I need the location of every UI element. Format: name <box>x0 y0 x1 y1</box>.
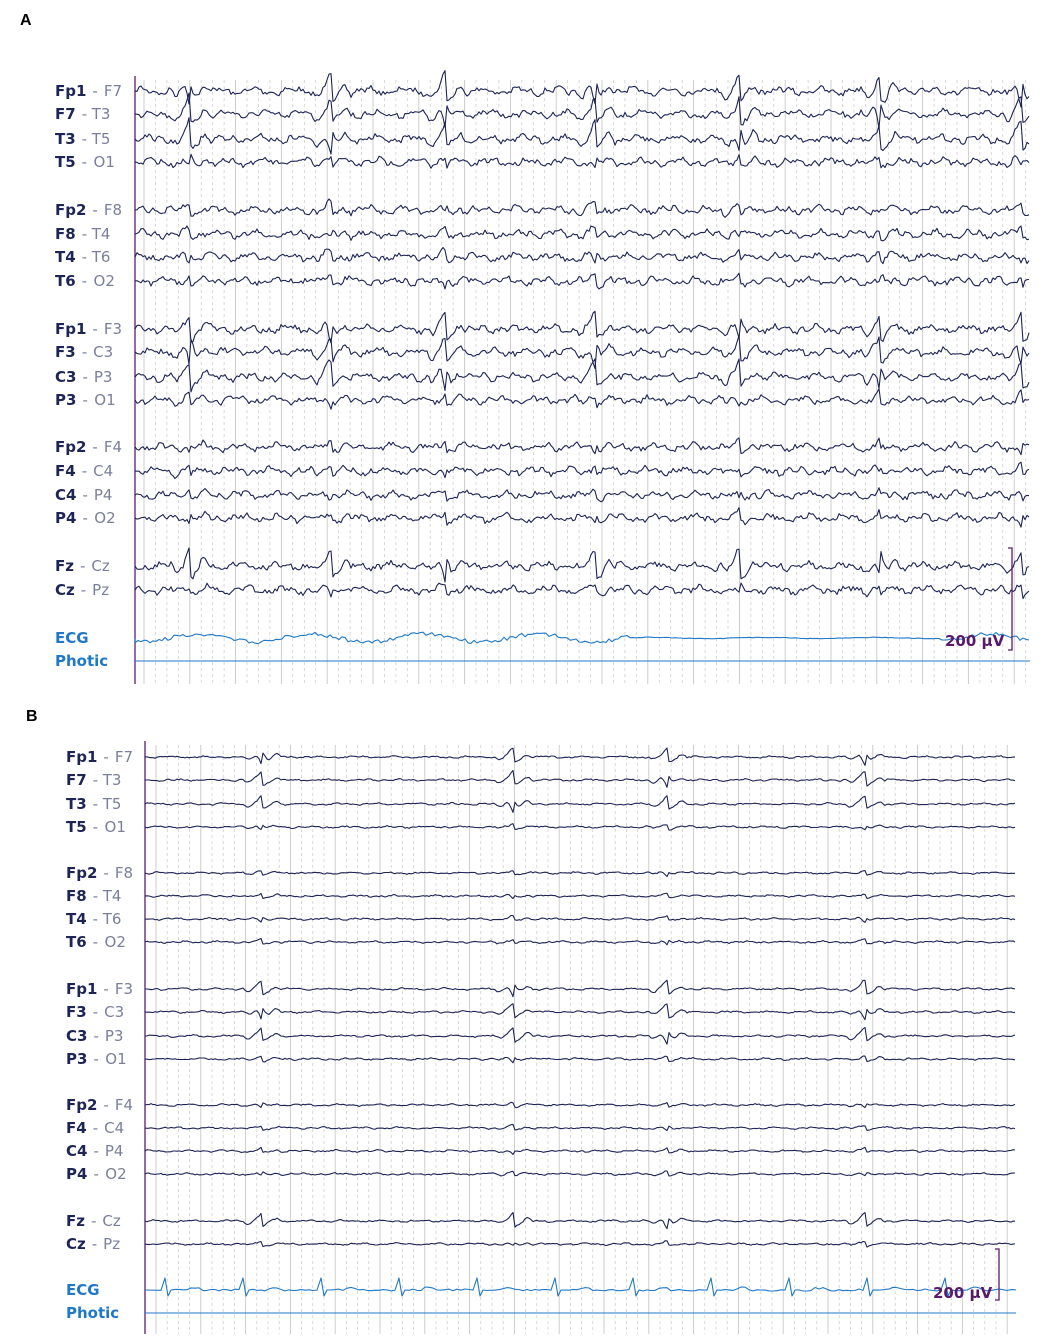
channel-label-dash: - <box>92 771 97 789</box>
channel-label-dash: - <box>92 795 97 813</box>
channel-label-a: Fp1 <box>55 82 87 100</box>
trace-f8-t4 <box>135 226 1029 241</box>
channel-label-a: T3 <box>66 795 87 813</box>
channel-label-a: C4 <box>66 1142 88 1160</box>
channel-label-dash: - <box>103 864 109 882</box>
channel-label-dash: - <box>103 1096 109 1114</box>
channel-label-dash: - <box>82 391 89 409</box>
trace-f7-t3 <box>145 771 1015 788</box>
channel-label-b: F8 <box>103 201 123 219</box>
channel-label-b: Cz <box>102 1212 121 1230</box>
channel-label-dash: - <box>93 1142 99 1160</box>
panel-b-grid <box>156 745 1007 1334</box>
channel-label-a: Fp2 <box>66 864 98 882</box>
trace-f4-c4 <box>145 1124 1015 1130</box>
channel-label-a: P4 <box>55 509 77 527</box>
channel-label <box>66 1027 123 1045</box>
channel-label <box>66 933 126 951</box>
channel-label-b: P3 <box>104 1027 124 1045</box>
channel-label-a: T4 <box>55 248 76 266</box>
channel-label-b: Pz <box>92 581 110 599</box>
channel-label-b: Pz <box>103 1235 121 1253</box>
channel-label-dash: - <box>92 933 99 951</box>
panel-b-letter: B <box>26 708 38 725</box>
channel-label-a: P3 <box>66 1050 88 1068</box>
scale-bar <box>1008 548 1012 650</box>
channel-label <box>66 910 121 928</box>
trace-cz-pz <box>145 1241 1015 1247</box>
channel-label-dash: - <box>81 462 88 480</box>
channel-label-dash: - <box>82 368 88 386</box>
channel-label-dash: - <box>81 105 86 123</box>
trace-f8-t4 <box>145 893 1015 898</box>
trace-f3-c3 <box>135 336 1029 369</box>
channel-label-a: F7 <box>55 105 76 123</box>
trace-c3-p3 <box>135 359 1029 392</box>
channel-label <box>55 368 112 386</box>
panel-a-grid <box>144 80 1026 684</box>
trace-t3-t5 <box>135 118 1029 154</box>
channel-label <box>55 225 110 243</box>
trace-fp2-f8 <box>145 871 1015 877</box>
channel-label-a: Fp2 <box>66 1096 98 1114</box>
channel-label <box>66 771 121 789</box>
panel-b-traces <box>66 741 1016 1334</box>
channel-label <box>66 748 133 766</box>
channel-label-b: T6 <box>102 910 122 928</box>
channel-label-b: T6 <box>91 248 111 266</box>
channel-label <box>66 1050 127 1068</box>
channel-label <box>55 320 122 338</box>
channel-label-a: T5 <box>55 153 76 171</box>
channel-label-b: F4 <box>103 438 123 456</box>
trace-fp1-f7 <box>135 71 1029 107</box>
channel-label-a: F8 <box>66 887 87 905</box>
channel-label-dash: - <box>92 82 98 100</box>
channel-label <box>66 1235 120 1253</box>
channel-label <box>55 486 112 504</box>
scale-bar-label: 200 µV <box>945 632 1005 650</box>
channel-label-a: F3 <box>55 343 76 361</box>
channel-label-a: Fp1 <box>55 320 87 338</box>
channel-label-dash: - <box>81 153 88 171</box>
trace-t5-o1 <box>145 824 1015 830</box>
trace-p4-o2 <box>135 508 1029 527</box>
trace-c4-p4 <box>135 488 1029 502</box>
channel-label-a: Fp1 <box>66 748 98 766</box>
channel-label-b: T3 <box>102 771 122 789</box>
channel-label-b: O1 <box>104 818 126 836</box>
channel-label-dash: - <box>92 1119 99 1137</box>
channel-label-dash: - <box>81 248 86 266</box>
trace-f3-c3 <box>145 1004 1015 1020</box>
channel-label-b: O1 <box>105 1050 127 1068</box>
channel-label <box>55 130 110 148</box>
channel-label-b: O1 <box>94 391 116 409</box>
channel-label-b: T5 <box>102 795 122 813</box>
channel-label-b: P3 <box>93 368 113 386</box>
panel-a-letter: A <box>20 12 32 29</box>
trace-p3-o1 <box>145 1056 1015 1063</box>
trace-ecg <box>145 1278 1016 1296</box>
channel-label-b: T5 <box>91 130 111 148</box>
channel-label-a: C3 <box>66 1027 88 1045</box>
channel-label-dash: - <box>80 581 87 599</box>
channel-label <box>55 153 115 171</box>
channel-label <box>66 864 133 882</box>
channel-label-b: F3 <box>103 320 123 338</box>
trace-fp2-f4 <box>145 1102 1015 1107</box>
trace-p4-o2 <box>145 1171 1015 1176</box>
channel-label <box>55 201 122 219</box>
channel-label <box>66 887 121 905</box>
channel-label-b: F7 <box>114 748 134 766</box>
channel-label-b: O2 <box>94 509 116 527</box>
channel-label-b: F3 <box>114 980 134 998</box>
trace-p3-o1 <box>135 389 1029 410</box>
channel-label-a: P3 <box>55 391 77 409</box>
channel-label-a: Fz <box>66 1212 85 1230</box>
channel-label <box>66 1119 124 1137</box>
channel-label-a: T6 <box>66 933 87 951</box>
trace-fz-cz <box>145 1213 1015 1229</box>
channel-label <box>55 82 122 100</box>
channel-label <box>55 581 109 599</box>
trace-c4-p4 <box>145 1147 1015 1154</box>
channel-label-b: F8 <box>114 864 134 882</box>
trace-fp1-f3 <box>135 311 1029 343</box>
scale-bar <box>995 1249 999 1300</box>
channel-label-b: O2 <box>105 1165 127 1183</box>
channel-label <box>55 391 116 409</box>
panel-a-traces <box>55 71 1030 684</box>
channel-label: ECG <box>66 1281 100 1299</box>
channel-label-a: C3 <box>55 368 77 386</box>
channel-label-a: T5 <box>66 818 87 836</box>
channel-label-a: Fp1 <box>66 980 98 998</box>
channel-label-b: P4 <box>104 1142 124 1160</box>
channel-label <box>66 1142 123 1160</box>
channel-label <box>66 1096 133 1114</box>
channel-label-b: F4 <box>114 1096 134 1114</box>
trace-cz-pz <box>135 583 1029 599</box>
channel-label-b: F7 <box>103 82 123 100</box>
channel-label-a: Fz <box>55 557 74 575</box>
trace-c3-p3 <box>145 1027 1015 1044</box>
channel-label <box>66 795 121 813</box>
channel-label-a: F7 <box>66 771 87 789</box>
trace-t6-o2 <box>145 939 1015 945</box>
trace-f4-c4 <box>135 462 1029 478</box>
channel-label <box>55 105 110 123</box>
channel-label-b: O2 <box>93 272 115 290</box>
channel-label-b: O1 <box>93 153 115 171</box>
channel-label-dash: - <box>92 201 98 219</box>
channel-label <box>66 1165 127 1183</box>
channel-label-a: Cz <box>55 581 75 599</box>
trace-t5-o1 <box>135 154 1029 168</box>
trace-t4-t6 <box>145 916 1015 923</box>
channel-label-dash: - <box>81 343 88 361</box>
channel-label-b: C4 <box>93 462 114 480</box>
channel-label-dash: - <box>93 1027 99 1045</box>
trace-fp2-f4 <box>135 438 1029 455</box>
channel-label-a: F4 <box>55 462 76 480</box>
channel-label <box>55 462 113 480</box>
trace-ecg <box>135 632 1029 644</box>
channel-label: Photic <box>66 1304 120 1322</box>
channel-label-b: C4 <box>104 1119 125 1137</box>
channel-label-dash: - <box>93 1165 100 1183</box>
channel-label-dash: - <box>90 1212 97 1230</box>
channel-label-dash: - <box>92 1003 99 1021</box>
channel-label-dash: - <box>81 130 86 148</box>
channel-label <box>66 980 133 998</box>
channel-label <box>55 272 115 290</box>
channel-label-dash: - <box>92 438 98 456</box>
trace-t6-o2 <box>135 273 1029 289</box>
channel-label <box>55 557 110 575</box>
channel-label <box>66 1212 121 1230</box>
channel-label <box>55 343 113 361</box>
channel-label: ECG <box>55 629 89 647</box>
channel-label-b: T4 <box>102 887 122 905</box>
channel-label-dash: - <box>81 272 88 290</box>
channel-label <box>55 438 122 456</box>
channel-label-a: P4 <box>66 1165 88 1183</box>
channel-label-a: T3 <box>55 130 76 148</box>
channel-label-dash: - <box>92 887 97 905</box>
scale-bar-label: 200 µV <box>933 1284 993 1302</box>
channel-label-dash: - <box>91 1235 98 1253</box>
channel-label-dash: - <box>81 225 86 243</box>
channel-label-b: T3 <box>91 105 111 123</box>
channel-label-a: C4 <box>55 486 77 504</box>
channel-label: Photic <box>55 652 109 670</box>
channel-label-b: T4 <box>91 225 111 243</box>
channel-label-a: F8 <box>55 225 76 243</box>
channel-label-a: Fp2 <box>55 201 87 219</box>
channel-label <box>66 818 126 836</box>
channel-label-dash: - <box>103 980 109 998</box>
channel-label-dash: - <box>82 486 88 504</box>
trace-fp1-f7 <box>145 748 1015 765</box>
channel-label-a: Cz <box>66 1235 86 1253</box>
channel-label-b: P4 <box>93 486 113 504</box>
trace-fz-cz <box>135 548 1029 582</box>
channel-label-a: F4 <box>66 1119 87 1137</box>
channel-label <box>55 509 116 527</box>
channel-label-dash: - <box>92 910 97 928</box>
channel-label-dash: - <box>92 818 99 836</box>
channel-label-a: F3 <box>66 1003 87 1021</box>
channel-label-b: C3 <box>93 343 114 361</box>
channel-label-b: O2 <box>104 933 126 951</box>
trace-fp1-f3 <box>145 980 1015 996</box>
channel-label-dash: - <box>93 1050 100 1068</box>
trace-t4-t6 <box>135 248 1029 264</box>
channel-label-dash: - <box>82 509 89 527</box>
channel-label-a: T4 <box>66 910 87 928</box>
channel-label-b: C3 <box>104 1003 125 1021</box>
channel-label <box>55 248 110 266</box>
channel-label-a: Fp2 <box>55 438 87 456</box>
channel-label-dash: - <box>79 557 86 575</box>
channel-label-dash: - <box>103 748 109 766</box>
trace-fp2-f8 <box>135 199 1029 217</box>
channel-label <box>66 1003 124 1021</box>
channel-label-b: Cz <box>91 557 110 575</box>
trace-t3-t5 <box>145 796 1015 813</box>
channel-label-a: T6 <box>55 272 76 290</box>
channel-label-dash: - <box>92 320 98 338</box>
